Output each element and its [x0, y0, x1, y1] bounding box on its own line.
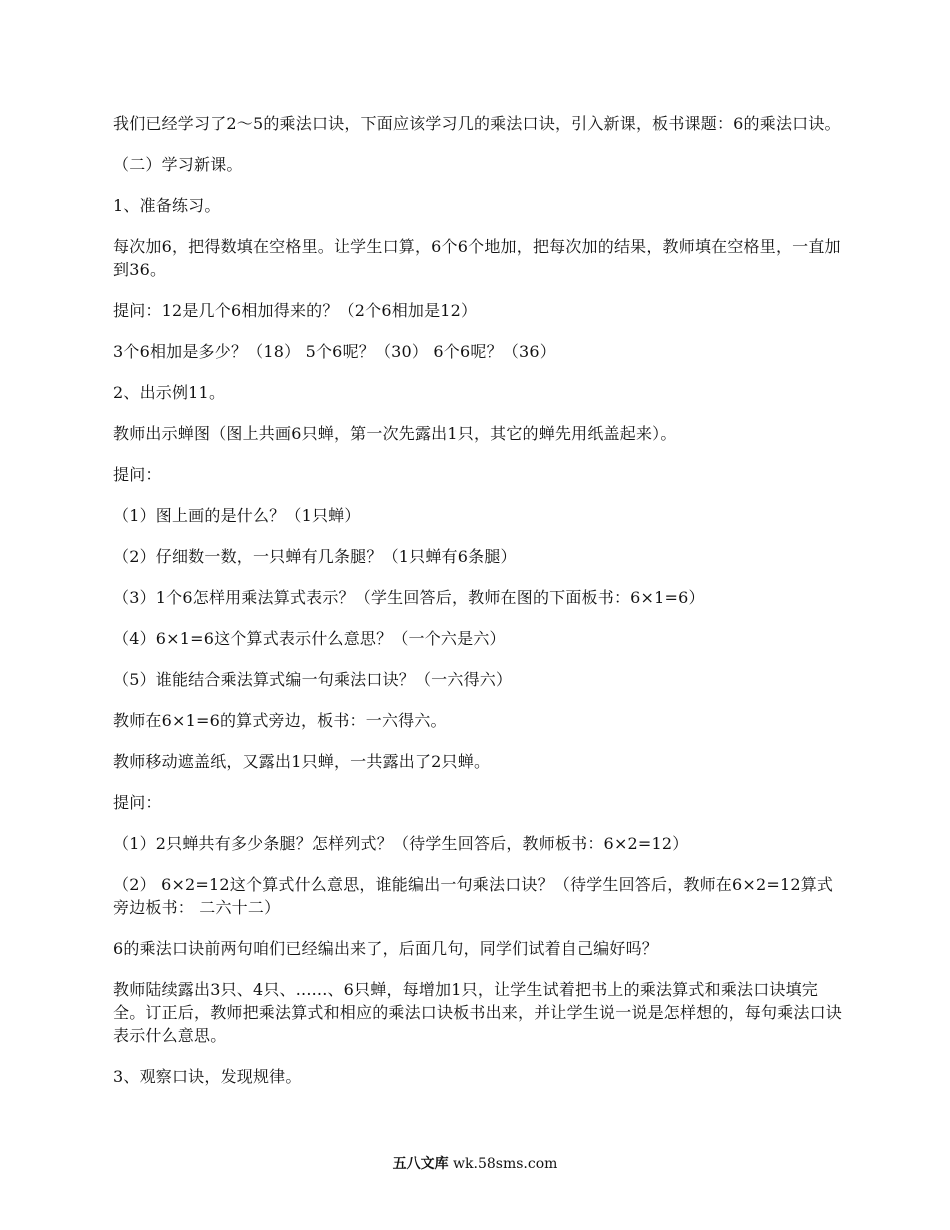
step-heading-preparation: 1、准备练习。	[113, 196, 221, 215]
paragraph-reveal-more: 教师陆续露出3只、4只、......、6只蝉，每增加1只，让学生试着把书上的乘法算式和乘法口诀填完全。订正后，教师把乘法算式和相应的乘法口诀板书出来，并让学生说一说是怎样想的，每句乘法口诀表示什么意思。	[113, 980, 843, 1045]
paragraph-move-cover: 教师移动遮盖纸，又露出1只蝉，一共露出了2只蝉。	[113, 752, 491, 771]
paragraph-intro: 我们已经学习了2～5的乘法口诀，下面应该学习几的乘法口诀，引入新课，板书课题：6的乘法口诀。	[113, 114, 841, 133]
question-label-1: 提问：	[113, 465, 162, 484]
footer-domain: wk.58sms.com	[453, 1156, 558, 1172]
step-heading-observe: 3、观察口诀，发现规律。	[113, 1067, 302, 1086]
question-item-7: （2） 6×2=12这个算式什么意思，谁能编出一句乘法口诀？（待学生回答后，教师在6×2=12算式旁边板书： 二六十二）	[113, 875, 834, 917]
question-item-1: （1）图上画的是什么？（1只蝉）	[113, 506, 361, 525]
step-heading-example: 2、出示例11。	[113, 383, 226, 402]
page-footer	[0, 1155, 950, 1173]
footer-brand: 五八文库	[392, 1156, 449, 1172]
question-item-3: （3）1个6怎样用乘法算式表示？（学生回答后，教师在图的下面板书：6×1=6）	[113, 588, 705, 607]
paragraph-add-six: 每次加6，把得数填在空格里。让学生口算，6个6个地加，把每次加的结果，教师填在空格里，一直加到36。	[113, 237, 841, 279]
question-item-4: （4）6×1=6这个算式表示什么意思？（一个六是六）	[113, 629, 506, 648]
question-twelve: 提问：12是几个6相加得来的？（2个6相加是12）	[113, 301, 478, 320]
paragraph-cicada-picture: 教师出示蝉图（图上共画6只蝉，第一次先露出1只，其它的蝉先用纸盖起来）。	[113, 424, 677, 443]
paragraph-board-write: 教师在6×1=6的算式旁边，板书：一六得六。	[113, 711, 447, 730]
document-body	[113, 112, 843, 1106]
question-sums: 3个6相加是多少？（18） 5个6呢？（30） 6个6呢？（36）	[113, 342, 556, 361]
question-item-6: （1）2只蝉共有多少条腿？怎样列式？（待学生回答后，教师板书：6×2=12）	[113, 834, 689, 853]
question-label-2: 提问：	[113, 793, 162, 812]
question-item-2: （2）仔细数一数，一只蝉有几条腿？（1只蝉有6条腿）	[113, 547, 517, 566]
section-heading-new-lesson: （二）学习新课。	[113, 155, 243, 174]
paragraph-rest-rhymes: 6的乘法口诀前两句咱们已经编出来了，后面几句，同学们试着自己编好吗？	[113, 939, 658, 958]
question-item-5: （5）谁能结合乘法算式编一句乘法口诀？（一六得六）	[113, 670, 513, 689]
